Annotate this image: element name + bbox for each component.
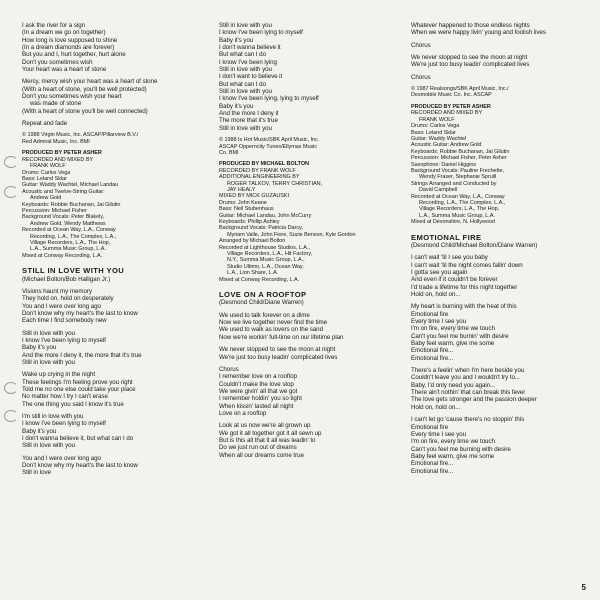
lyric-line: When kissin' lasted all night [219,402,294,410]
lyric-line: There's a feelin' when I'm here beside you [411,367,525,375]
lyric-line: Can't you feel me burning with desire [411,445,511,453]
credit-line: Percussion: Michael Fisher [22,207,87,214]
lyric-line: I can't let go 'cause there's no stoppin' this [411,416,525,424]
lyric-line: Baby feel warm, give me some [411,452,495,460]
credit-line: PRODUCED BY PETER ASHER [22,150,102,157]
lyric-line: I remember love on a rooftop [219,373,298,381]
lyric-line: Couldn't make the love stop [219,380,294,388]
lyric-line: But what can I do [219,51,266,59]
song-title: STILL IN LOVE WITH YOU [22,266,125,276]
credit-line: Red Admiral Music, Inc. BMI [22,138,90,145]
credit-line: N.Y., Summa Music Group, L.A., [227,257,305,264]
credit-line: JAY HEALY [227,187,256,193]
credits-block [219,161,399,283]
lyric-stanza [22,413,202,450]
lyric-line: We used to talk forever on a dime [219,311,310,319]
credit-line: © 1987 Realsongs/SBK April Music, Inc./ [411,86,509,93]
lyric-stanza [411,416,591,475]
credit-line: Background Vocals: Peter Blakely, [22,214,105,221]
lyric-line: When we were happy livin' young and foolish lives [411,29,546,37]
lyric-line: I know I've been lying to myself [22,420,106,428]
lyric-line: You and I were over long ago [22,302,101,310]
lyric-line: I remember holdin' you so tight [219,395,302,403]
credit-line: Background Vocals: Pauline Frechette, [411,167,504,174]
lyric-line: I don't wanna believe it [219,44,281,52]
credit-line: Village Recorders, L.A., The Hop, [419,206,500,213]
lyric-line: Wake up crying in the night [22,371,96,379]
credit-line: Acoustic Guitar: Andrew Gold [411,142,482,149]
lyric-line: Hold on, hold on... [411,403,461,411]
lyric-stanza [411,54,591,69]
lyric-line: Emotional fire... [411,467,454,475]
credit-line: Acoustic and Twelve-String Guitar: [22,188,105,195]
lyric-stanza [219,366,399,417]
credit-line: Andrew Gold, Wendy Matthews [30,220,106,227]
credit-line: ASCAP Opperncity Tunes/Ellymax Music [219,143,318,150]
lyric-stanza [22,78,202,115]
credit-line: Recording, L.A., The Complex, L.A., [419,199,506,206]
right-column [411,22,591,480]
lyric-line: But you and I, hurt together, hurt alone [22,51,126,59]
credit-line: L.A., Lion Share, L.A. [227,270,279,277]
credit-line: FRANK WOLF [419,116,455,123]
credit-line: Strings Arranged and Conducted by [411,180,497,187]
credit-line: Drums: Carlos Vega [411,123,460,130]
lyric-line: Whatever happened to those endless nights [411,22,530,29]
binder-ring-mark [4,186,18,198]
credit-line: L.A., Summa Music Group, L.A. [419,212,495,219]
lyric-line: Every time I see you [411,430,467,438]
lyric-line: We're just too busy leadin' complicated lives [411,61,530,69]
lyric-stanza [411,42,591,49]
lyric-line: Baby, I'd only need you again... [411,381,496,389]
credit-line: Co. BMI [219,149,239,156]
lyric-line: (With a heart of stone you'll be well connected) [22,107,148,115]
lyric-line: Do we just run out of dreams [219,444,297,452]
songwriter-credit: (Desmond Child/Michael Bolton/Diane Warren) [411,241,538,249]
credit-line: Mixed at Devonshire, N. Hollywood [411,219,495,226]
credit-line: Percussion: Michael Fisher, Peter Asher [411,155,507,162]
lyric-stanza [22,455,202,477]
credit-line: ROGER TALKOV, TERRY CHRISTIAN, [227,180,322,187]
lyric-line: Emotional fire... [411,347,454,355]
lyric-line: Still in love with you [219,124,272,132]
lyric-line: We never stopped to see the moon at night [219,346,336,354]
lyric-line: Couldn't leave you and I wouldn't try to... [411,374,520,382]
credit-line: RECORDED AND MIXED BY [411,110,483,117]
lyric-line: Chorus [411,41,431,49]
lyric-line: Don't you sometimes wish [22,58,93,66]
credit-line: Mixed at Conway Recording, L.A. [219,276,300,283]
credit-line: Wendy Fraser, Stephanie Spruill [419,174,497,181]
lyric-stanza [219,346,399,361]
lyric-line: When all our dreams come true [219,451,304,459]
lyric-stanza [22,371,202,408]
lyric-line: We were givin' all that we got [219,387,298,395]
lyric-line: Still in love with you [22,329,75,337]
lyric-stanza [22,120,202,127]
credit-line: Keyboards: Phillip Ashley [219,219,280,226]
lyric-line: Baby it's you [22,427,57,435]
credit-line: Bass: Neil Stubenhaus [219,206,274,213]
song-title: LOVE ON A ROOFTOP [219,290,307,300]
songwriter-credit: (Desmond Child/Diane Warren) [219,299,304,307]
lyric-line: We used to walk as lovers on the sand [219,326,323,334]
lyric-line: We never stopped to see the moon at night [411,54,528,62]
binder-ring-mark [4,410,18,422]
credits-block [219,137,399,156]
lyric-stanza [411,22,591,37]
lyric-line: How long is love supposed to shine [22,36,118,44]
lyric-line: The more that it's true [219,117,278,125]
lyric-stanza [219,22,399,132]
lyric-line: Visions haunt my memory [22,287,92,295]
lyric-line: We got it all together got it all sewn up [219,429,322,437]
lyric-line: I don't wanna believe it, but what can I do [22,435,134,443]
credit-line: Drums: John Keane [219,199,267,206]
lyric-line: I'm on fire, every time we touch [411,438,495,446]
credit-line: Recorded at Ocean Way, L.A., Conway [411,193,505,200]
lyric-line: But what can I do [219,80,266,88]
lyric-line: I know I've been lying to myself [22,336,106,344]
lyric-line: (In a dream we go on together) [22,29,106,37]
songwriter-credit: (Michael Bolton/Bob Halligan Jr.) [22,275,111,283]
lyric-line: I'm still in love with you [22,413,84,421]
credit-line: PRODUCED BY PETER ASHER [411,103,491,110]
credits-block [411,86,591,99]
lyric-line: Love on a rooftop [219,409,267,417]
credit-line: Recording, L.A., The Complex, L.A., [30,233,117,240]
credit-line: RECORDED BY FRANK WOLF [219,167,296,174]
lyric-line: Chorus [411,73,431,81]
credit-line: PRODUCED BY MICHAEL BOLTON [219,161,309,168]
credit-line: Guitar: Michael Landau, John McCurry [219,212,312,219]
credit-line: Background Vocals: Patricia Darcy, [219,225,303,232]
lyric-line: Mercy, mercy wish your heart was a heart of stone [22,78,158,86]
lyric-line: No matter how I try I can't erase [22,393,108,401]
credit-line: FRANK WOLF [30,163,66,170]
lyric-line: The one thing you said I know it's true [22,400,124,408]
credit-line: Bass: Leland Sklar [411,129,456,136]
lyric-line: Still in love with you [22,358,75,366]
binder-ring-mark [4,382,18,394]
middle-column [219,22,399,464]
lyric-stanza [411,254,591,298]
credit-line: RECORDED AND MIXED BY [22,156,94,163]
credit-line: Guitar: Waddy Wachtel [411,135,467,142]
lyric-stanza [219,312,399,341]
credit-line: © 1988 Virgin Music, Inc. ASCAP/Pillarview B.V./ [22,132,139,139]
lyric-line: My heart is burning with the heat of this [411,303,517,311]
lyric-line: Emotional fire [411,423,449,431]
lyric-line: Emotional fire... [411,354,454,362]
lyric-line: We're just too busy leadin' complicated lives [219,353,338,361]
credit-line: Desmobile Music Co. Inc. ASCAP [411,92,492,99]
lyric-line: And the more I deny it [219,110,279,118]
lyric-line: I can't wait 'til the night comes fallin' down [411,261,523,269]
lyric-line: Look at us now we're all grown up [219,422,311,430]
credit-line: Arranged by Michael Bolton [219,238,286,245]
lyric-line: I know I've been lying to myself [219,29,303,37]
credit-line: Bass: Leland Sklar [22,175,67,182]
lyric-stanza [22,22,202,73]
lyric-stanza [411,367,591,411]
lyric-line: Baby it's you [219,36,254,44]
lyric-line: I know I've been lying, lying to myself [219,95,319,103]
lyric-line: Baby it's you [22,344,57,352]
credit-line: © 1988 Is Hot Music/SBK April Music, Inc. [219,137,320,144]
credit-line: David Campbell [419,187,458,194]
lyric-stanza [22,288,202,325]
lyric-line: Now we live together never find the time [219,319,328,327]
lyric-stanza [22,330,202,367]
lyric-line: I ask the river for a sign [22,22,86,29]
lyric-line: There ain't nothin' that can break this fever [411,389,526,397]
lyric-line: They hold on, hold on desperately [22,295,114,303]
credits-block [22,132,202,145]
lyric-line: Still in love with you [219,66,272,74]
lyric-line: I know I've been lying [219,58,277,66]
page-number: 5 [581,583,586,592]
lyric-line: Each time I find somebody new [22,317,107,325]
credit-line: Studio Ultimo, L.A., Ocean Way, [227,263,304,270]
credit-line: Andrew Gold [30,195,62,202]
lyric-line: These feelings I'm feeling prove you right [22,378,133,386]
credits-block [22,150,202,259]
credit-line: Recorded at Ocean Way, L.A., Conway [22,227,116,234]
lyric-line: Still in love with you [219,22,272,29]
song-title: EMOTIONAL FIRE [411,232,482,242]
lyric-line: Don't you sometimes wish your heart [22,93,122,101]
credit-line: Keyboards: Robbie Buchanan, Jai Gilutin [411,148,510,155]
lyric-line: I'm on fire, every time we touch [411,325,495,333]
lyric-line: And even if it couldn't be forever [411,276,498,284]
credit-line: MIXED BY MICK GUZAUSKI [219,193,290,200]
lyric-stanza [411,303,591,362]
lyric-line: Repeat and fade [22,120,68,128]
credits-block [411,104,591,226]
lyric-line: I gotta see you again [411,268,468,276]
credit-line: Myriam Valle, John Fiore, Suzie Benson, Kyle Gordon [227,231,356,238]
lyric-line: Hold on, hold on... [411,291,461,298]
credit-line: Mixed at Conway Recording, L.A. [22,252,103,259]
lyric-line: But is this all that it all was leadin' to [219,436,316,444]
lyric-line: I can't wait 'til I see you baby [411,254,488,262]
lyric-line: Can't you feel me burnin' with desire [411,332,509,340]
left-column [22,22,202,482]
lyric-line: You and I were over long ago [22,454,101,462]
lyric-line: Baby feel warm, give me some [411,340,495,348]
credit-line: Guitar: Waddy Wachtel, Michael Landau [22,182,119,189]
credit-line: Recorded at Lighthouse Studios, L.A., [219,244,310,251]
lyric-line: I don't want to believe it [219,73,283,81]
credit-line: Village Recorders, L.A., Hit Factory, [227,251,313,258]
lyric-line: And the more I deny it, the more that it's true [22,351,142,359]
lyric-stanza [219,422,399,459]
lyric-line: Chorus [219,365,239,373]
lyric-line: (In a dream diamonds are forever) [22,44,115,52]
lyric-line: Still in love with you [22,442,75,450]
lyric-line: I'd trade a lifetime for this night together [411,283,518,291]
credit-line: Village Recorders, L.A., The Hop, [30,239,111,246]
lyric-line: (With a heart of stone, you'll be well protected) [22,85,147,93]
lyric-line: Now we're workin' full-time on our lifetime plan [219,333,344,341]
lyric-stanza [411,74,591,81]
lyric-line: Still in love with you [219,88,272,96]
lyric-line: Told me no one else could take your place [22,386,136,393]
lyric-line: Baby it's you [219,102,254,110]
lyric-line: Every time I see you [411,318,467,326]
lyric-line: The love gets stronger and the passion deeper [411,396,537,404]
lyric-line: Your heart was a heart of stone [22,66,107,74]
lyric-line: was made of stone [30,100,82,108]
lyric-line: Don't know why my heart's the last to know [22,462,138,470]
lyric-line: Emotional fire... [411,460,454,468]
credit-line: ADDITIONAL ENGINEERING BY [219,174,300,181]
credit-line: Drums: Carlos Vega [22,169,71,176]
credit-line: Saxophone: Daniel Higgins [411,161,477,168]
lyric-line: Don't know why my heart's the last to know [22,309,138,317]
lyric-line: Still in love [22,469,51,477]
credit-line: L.A., Summa Music Group, L.A. [30,246,106,253]
lyric-line: Emotional fire [411,310,449,318]
credit-line: Keyboards: Robbie Buchanan, Jai Gilutin [22,201,121,208]
binder-ring-mark [4,156,18,168]
